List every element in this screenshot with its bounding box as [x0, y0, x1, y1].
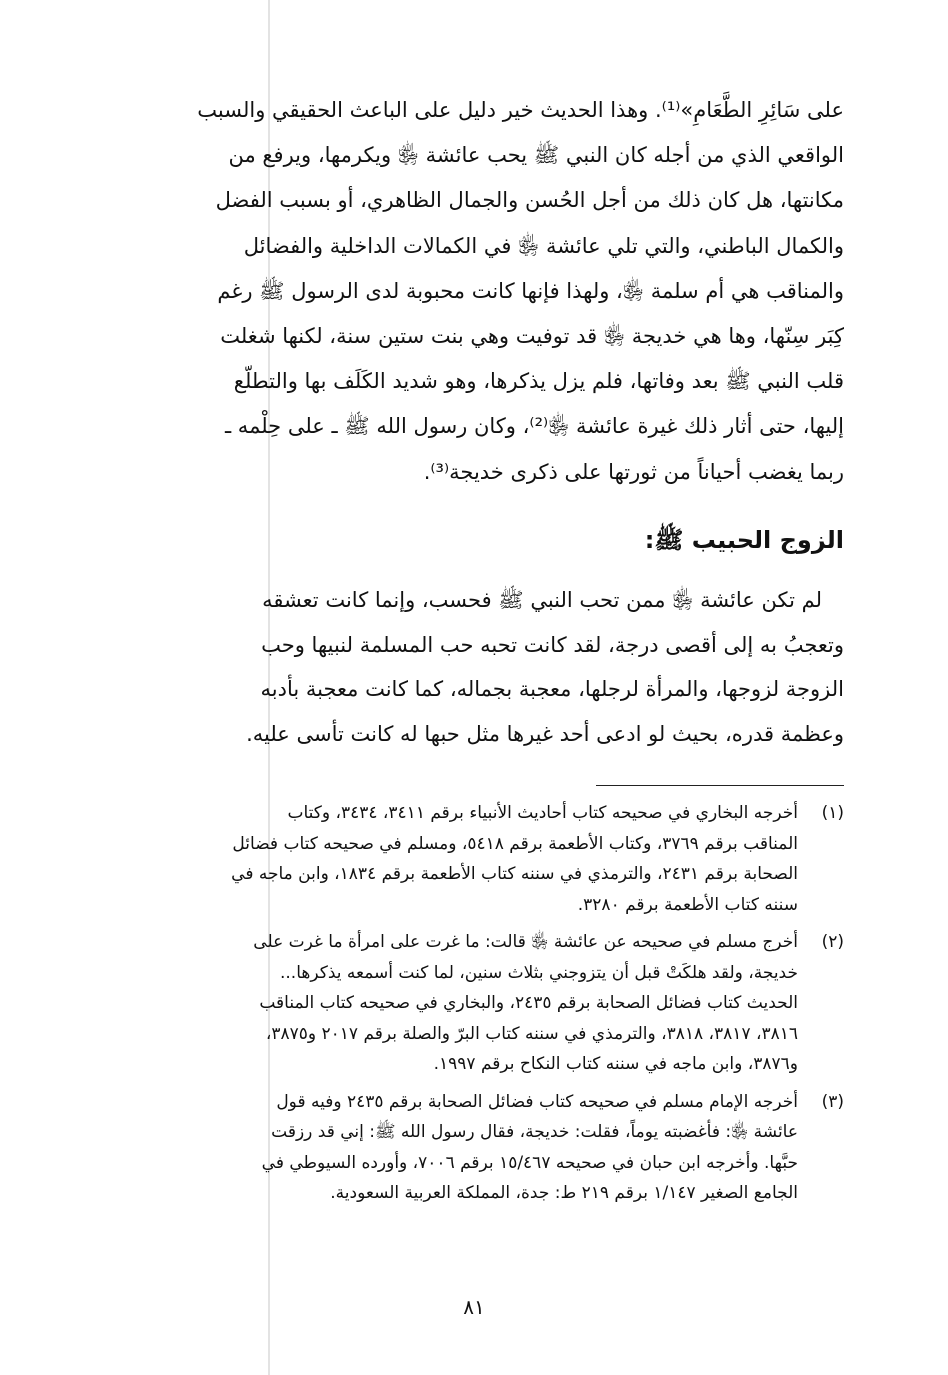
footnote-number: (٣) — [821, 1091, 844, 1112]
footnote-line: الصحابة برقم ٢٤٣١، والترمذي في سننه كتاب الأطعمة برقم ١٨٣٤، وابن ماجه في — [231, 864, 798, 884]
footnote-line: الجامع الصغير ١/١٤٧ برقم ٢١٩ ط: جدة، المملكة العربية السعودية. — [330, 1183, 798, 1203]
paragraph-line: ربما يغضب أحياناً من ثورتها على ذكرى خديجة⁽³⁾. — [423, 459, 844, 484]
footnote-line: سننه كتاب الأطعمة برقم ٣٢٨٠. — [577, 894, 798, 915]
section-heading: الزوج الحبيب ﷺ: — [644, 526, 844, 554]
paragraph-line: على سَائِرِ الطَّعَامِ»⁽¹⁾. وهذا الحديث خير دليل على الباعث الحقيقي والسبب — [197, 98, 844, 122]
footnote-line: و٣٨٧٦، وابن ماجه في سننه كتاب النكاح برقم ١٩٩٧. — [433, 1054, 798, 1074]
paragraph-line: كِبَر سِنّها، وها هي خديجة ﵂ قد توفيت وهي بنت ستين سنة، لكنها شغلت — [220, 324, 844, 349]
footnote-line: خديجة، ولقد هلكَتْ قبل أن يتزوجني بثلاث سنين، لما كنت أسمعه يذكرها... — [279, 962, 798, 983]
footnote-separator — [596, 785, 844, 786]
footnote-line: أخرج مسلم في صحيحه عن عائشة ﵂ قالت: ما غرت على امرأة ما غرت على — [253, 932, 798, 952]
paragraph-line: وعظمة قدره، بحيث لو ادعى أحد غيرها مثل حبها له كانت تأسى عليه. — [246, 721, 844, 746]
footnote-2 — [104, 927, 844, 1080]
footnote-3 — [104, 1087, 844, 1209]
paragraph-line: والكمال الباطني، والتي تلي عائشة ﵂ في الكمالات الداخلية والفضائل — [243, 233, 844, 258]
footnote-line: المناقب برقم ٣٧٦٩، وكتاب الأطعمة برقم ٥٤١٨، ومسلم في صحيحه كتاب فضائل — [232, 833, 798, 854]
page-number: ٨١ — [463, 1295, 485, 1319]
footnote-line: أخرجه البخاري في صحيحه كتاب أحاديث الأنبياء برقم ٣٤١١، ٣٤٣٤، وكتاب — [287, 803, 798, 823]
footnote-line: الحديث كتاب فضائل الصحابة برقم ٢٤٣٥، والبخاري في صحيحه كتاب المناقب — [259, 993, 798, 1013]
footnote-line: حبَّها. وأخرجه ابن حبان في صحيحه ١٥/٤٦٧ برقم ٧٠٠٦، وأورده السيوطي في — [261, 1152, 798, 1173]
paragraph-line: لم تكن عائشة ﵂ ممن تحب النبي ﷺ فحسب، وإنما كانت تعشقه — [262, 588, 822, 612]
main-paragraph — [104, 88, 844, 495]
footnote-line: عائشة ﵂: فأغضبته يوماً، فقلت: خديجة، فقال رسول الله ﷺ: إني قد رزقت — [271, 1122, 798, 1142]
paragraph-line: مكانتها، هل كان ذلك من أجل الحُسن والجمال الظاهري، أو بسبب الفضل — [215, 188, 844, 213]
paragraph-line: قلب النبي ﷺ بعد وفاتها، فلم يزل يذكرها، وهو شديد الكَلَف بها والتطلّع — [233, 369, 844, 394]
paragraph-line: الزوجة لزوجها، والمرأة لرجلها، معجبة بجماله، كما كانت معجبة بأدبه — [260, 677, 844, 701]
footnote-text — [104, 798, 798, 920]
footnotes — [104, 798, 844, 1216]
footnote-line: أخرجه الإمام مسلم في صحيحه كتاب فضائل الصحابة برقم ٢٤٣٥ وفيه قول — [276, 1091, 798, 1112]
footnote-number: (٢) — [821, 932, 844, 952]
footnote-1 — [104, 798, 844, 920]
footnote-text — [104, 1087, 798, 1209]
paragraph-line: الواقعي الذي من أجله كان النبي ﷺ يحب عائشة ﵂ ويكرمها، ويرفع من — [228, 143, 844, 168]
footnote-text — [104, 927, 798, 1080]
paragraph-line: إليها، حتى أثار ذلك غيرة عائشة ﵂⁽²⁾، وكان رسول الله ﷺ ـ على حِلْمه ـ — [224, 414, 844, 439]
paragraph-line: والمناقب هي أم سلمة ﵂، ولهذا فإنها كانت محبوبة لدى الرسول ﷺ رغم — [217, 278, 844, 303]
footnote-number: (١) — [821, 803, 844, 823]
paragraph-line: وتعجبُ به إلى أقصى درجة، لقد كانت تحبه حب المسلمة لنبيها وحب — [261, 632, 844, 657]
second-paragraph — [104, 578, 844, 756]
footnote-line: ٣٨١٦، ٣٨١٧، ٣٨١٨، والترمذي في سننه كتاب البرّ والصلة برقم ٢٠١٧ و٣٨٧٥، — [265, 1023, 798, 1044]
